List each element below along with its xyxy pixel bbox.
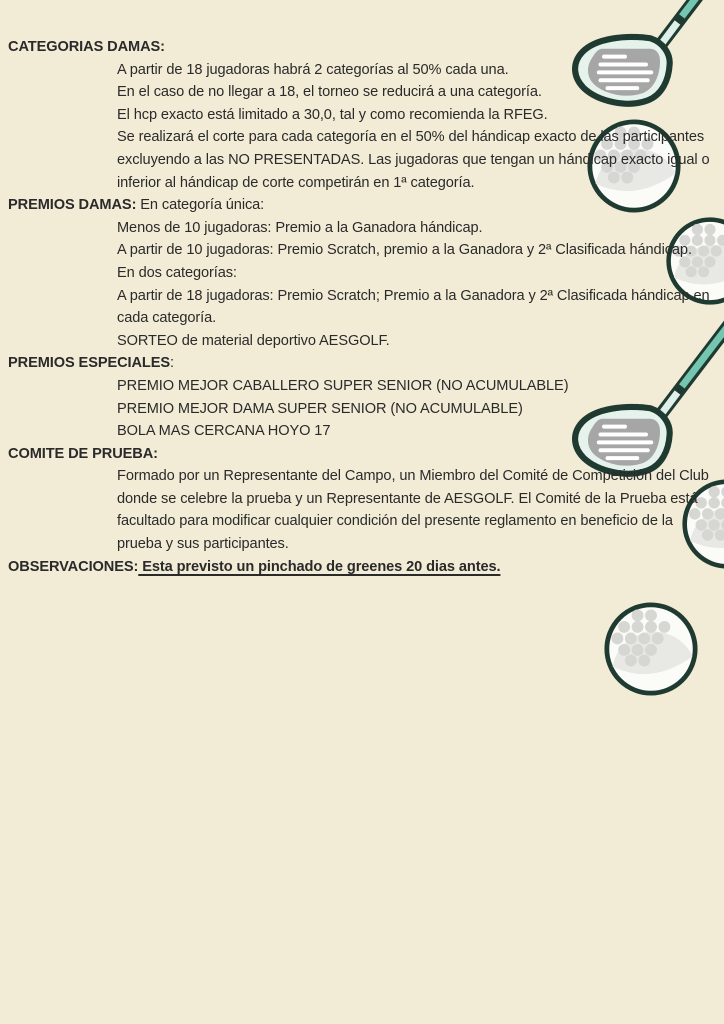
heading-label: OBSERVACIONES: <box>8 558 139 575</box>
doc-line: En dos categorías: <box>117 264 237 281</box>
heading-comite-de-prueba: COMITE DE PRUEBA: <box>8 445 158 462</box>
heading-note: : <box>170 355 174 372</box>
doc-line: facultado para modificar cualquier condición del presente reglamento en beneficio de la <box>117 513 673 530</box>
heading-categorias-damas: CATEGORIAS DAMAS: <box>8 39 165 55</box>
heading-premios-damas <box>0 194 724 217</box>
doc-line: A partir de 18 jugadoras habrá 2 categorías al 50% cada una. <box>117 61 509 78</box>
doc-line: PREMIO MEJOR DAMA SUPER SENIOR (NO ACUMULABLE) <box>117 400 523 417</box>
doc-line: prueba y sus participantes. <box>117 536 289 553</box>
doc-line: A partir de 10 jugadoras: Premio Scratch, premio a la Ganadora y 2ª Clasificada hándicap. <box>117 242 692 259</box>
heading-label: PREMIOS DAMAS: <box>8 197 137 214</box>
doc-line: SORTEO de material deportivo AESGOLF. <box>117 332 390 349</box>
doc-line: El hcp exacto está limitado a 30,0, tal y como recomienda la RFEG. <box>117 106 548 123</box>
doc-line: Menos de 10 jugadoras: Premio a la Ganadora hándicap. <box>117 219 483 236</box>
doc-line: Se realizará el corte para cada categoría en el 50% del hándicap exacto de las participantes <box>117 129 705 146</box>
doc-line: En el caso de no llegar a 18, el torneo se reducirá a una categoría. <box>117 84 542 101</box>
doc-line: PREMIO MEJOR CABALLERO SUPER SENIOR (NO ACUMULABLE) <box>117 377 569 394</box>
doc-line: A partir de 18 jugadoras: Premio Scratch; Premio a la Ganadora y 2ª Clasificada hándicap en <box>117 287 710 304</box>
doc-line: donde se celebre la prueba y un Representante de AESGOLF. El Comité de la Prueba está <box>117 490 698 507</box>
doc-line: inferior al hándicap de corte competirán en 1ª categoría. <box>117 174 475 191</box>
doc-line: Formado por un Representante del Campo, un Miembro del Comité de Competición del Club <box>117 468 709 485</box>
heading-premios-especiales <box>0 352 724 375</box>
heading-observaciones <box>0 556 724 579</box>
golf-ball-icon <box>603 601 699 697</box>
doc-line: excluyendo a las NO PRESENTADAS. Las jugadoras que tengan un hándicap exacto igual o <box>117 151 710 168</box>
document-text <box>0 36 724 578</box>
heading-note: En categoría única: <box>136 197 265 214</box>
heading-label: PREMIOS ESPECIALES <box>8 355 171 372</box>
doc-line: BOLA MAS CERCANA HOYO 17 <box>117 423 331 440</box>
observaciones-note: Esta previsto un pinchado de greenes 20 dias antes. <box>138 558 501 575</box>
doc-line: cada categoría. <box>117 310 217 327</box>
